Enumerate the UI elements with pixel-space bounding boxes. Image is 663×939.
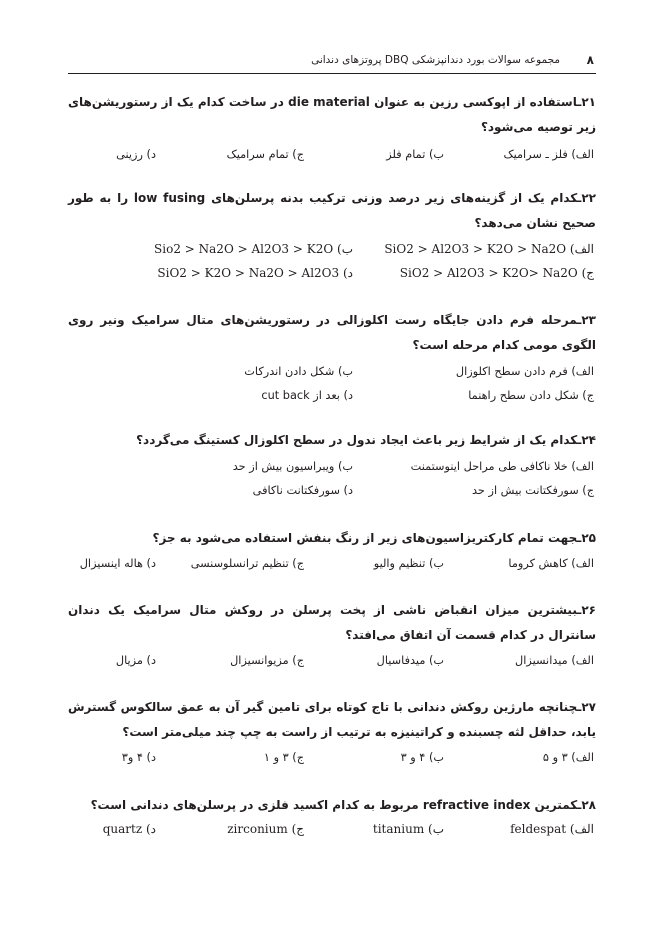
option-a[interactable]: الف) فلز ـ سرامیک: [503, 148, 594, 161]
option-a[interactable]: الف) کاهش کروما: [508, 557, 594, 570]
question-stem: [68, 428, 596, 453]
options-row: [68, 480, 596, 504]
option-b[interactable]: ب) تنظیم والیو: [373, 557, 444, 570]
question-text: کمترین refractive index مربوط به کدام اکسید فلزی در پرسلن‌های دندانی است؟: [90, 798, 578, 812]
option-d[interactable]: د) مزیال: [115, 654, 156, 667]
question-stem: [68, 90, 596, 140]
question-text: استفاده از اپوکسی رزین به عنوان die material در ساخت کدام یک از رستوریشن‌های زیر توصیه می‌شود؟: [68, 95, 596, 134]
option-d[interactable]: د) بعد از cut back: [261, 389, 353, 402]
question-text: بیشترین میزان انقباض ناشی از پخت پرسلن در روکش متال سرامیک یک دندان سانترال در کدام قسمت آن اتفاق می‌افتد؟: [68, 603, 596, 642]
option-a[interactable]: الف) خلا ناکافی طی مراحل اینوستمنت: [410, 460, 594, 473]
question-27: [68, 695, 596, 771]
question-number: ۲۷ـ: [577, 700, 596, 714]
question-22: [68, 186, 596, 286]
question-text: کدام یک از گزینه‌های زیر درصد وزنی ترکیب بدنه پرسلن‌های low fusing را به طور صحیح نشان می‌دهد؟: [68, 191, 596, 230]
question-text: چنانچه مارژین روکش دندانی با تاج کوتاه برای تامین گیر آن به عمق سالکوس گسترش یابد، حداقل لثه چسبنده و کراتینیزه به ترتیب از راست به چپ چند میلی‌متر است؟: [68, 700, 596, 739]
option-a[interactable]: الف) ۳ و ۵: [542, 751, 594, 764]
options-row: [68, 747, 596, 771]
option-c[interactable]: ج) مزیوانسیزال: [230, 654, 304, 667]
option-d[interactable]: د) quartz: [102, 822, 156, 836]
option-a[interactable]: الف) SiO2 > Al2O3 > K2O > Na2O: [384, 242, 594, 256]
page-number: ۸: [586, 53, 594, 67]
question-24: [68, 428, 596, 504]
options-row: [68, 456, 596, 480]
option-a[interactable]: الف) میدانسیزال: [514, 654, 594, 667]
question-number: ۲۴ـ: [577, 433, 596, 447]
option-b[interactable]: ب) titanium: [372, 822, 444, 836]
question-stem: [68, 695, 596, 745]
question-stem: [68, 793, 596, 818]
option-a[interactable]: الف) feldespat: [510, 822, 594, 836]
options-row: [68, 553, 596, 577]
question-stem: [68, 598, 596, 648]
question-number: ۲۵ـ: [577, 531, 596, 545]
options-row: [68, 650, 596, 674]
option-c[interactable]: ج) تنظیم ترانسلوسنسی: [190, 557, 304, 570]
option-b[interactable]: ب) ۴ و ۳: [400, 751, 444, 764]
question-21: [68, 90, 596, 168]
option-d[interactable]: د) سورفکتانت ناکافی: [252, 484, 353, 497]
question-23: [68, 308, 596, 409]
option-c[interactable]: ج) شکل دادن سطح راهنما: [468, 389, 594, 402]
option-b[interactable]: ب) Sio2 > Na2O > Al2O3 > K2O: [154, 242, 353, 256]
question-stem: [68, 308, 596, 358]
options-row: [68, 238, 596, 262]
options-row: [68, 818, 596, 842]
option-c[interactable]: ج) ۳ و ۱: [263, 751, 304, 764]
question-stem: [68, 526, 596, 551]
options-row: [68, 361, 596, 385]
question-text: کدام یک از شرایط زیر باعث ایجاد ندول در سطح اکلوزال کستینگ می‌گردد؟: [136, 433, 578, 447]
option-b[interactable]: ب) شکل دادن اندرکات: [244, 365, 353, 378]
option-d[interactable]: د) SiO2 > K2O > Na2O > Al2O3: [157, 266, 353, 280]
question-number: ۲۱ـ: [577, 95, 596, 109]
question-number: ۲۳ـ: [577, 313, 596, 327]
question-26: [68, 598, 596, 674]
option-a[interactable]: الف) فرم دادن سطح اکلوزال: [455, 365, 594, 378]
question-28: [68, 793, 596, 842]
options-row: [68, 262, 596, 286]
question-number: ۲۸ـ: [577, 798, 596, 812]
option-d[interactable]: د) هاله اینسیزال: [79, 557, 156, 570]
question-number: ۲۲ـ: [577, 191, 596, 205]
option-c[interactable]: ج) SiO2 > Al2O3 > K2O> Na2O: [399, 266, 594, 280]
question-text: جهت تمام کارکتریزاسیون‌های زیر از رنگ بنفش استفاده می‌شود به جز؟: [152, 531, 578, 545]
option-c[interactable]: ج) zirconium: [227, 822, 304, 836]
option-d[interactable]: د) رزینی: [116, 148, 156, 161]
page-header: [68, 52, 596, 72]
options-row: [68, 385, 596, 409]
question-number: ۲۶ـ: [577, 603, 596, 617]
question-25: [68, 526, 596, 577]
option-d[interactable]: د) ۴ و۳: [121, 751, 156, 764]
option-c[interactable]: ج) سورفکتانت بیش از حد: [471, 484, 594, 497]
option-b[interactable]: ب) تمام فلز: [386, 148, 444, 161]
option-b[interactable]: ب) میدفاسیال: [376, 654, 444, 667]
options-row: [68, 144, 596, 168]
question-stem: [68, 186, 596, 236]
running-title: مجموعه سوالات بورد دندانپزشکی DBQ پروتزهای دندانی: [311, 54, 560, 66]
option-c[interactable]: ج) تمام سرامیک: [226, 148, 304, 161]
header-rule: [68, 73, 596, 74]
question-text: مرحله فرم دادن جایگاه رست اکلوزالی در رستوریشن‌های متال سرامیک ونیر روی الگوی مومی کدام مرحله است؟: [68, 313, 596, 352]
option-b[interactable]: ب) ویبراسیون بیش از حد: [232, 460, 353, 473]
